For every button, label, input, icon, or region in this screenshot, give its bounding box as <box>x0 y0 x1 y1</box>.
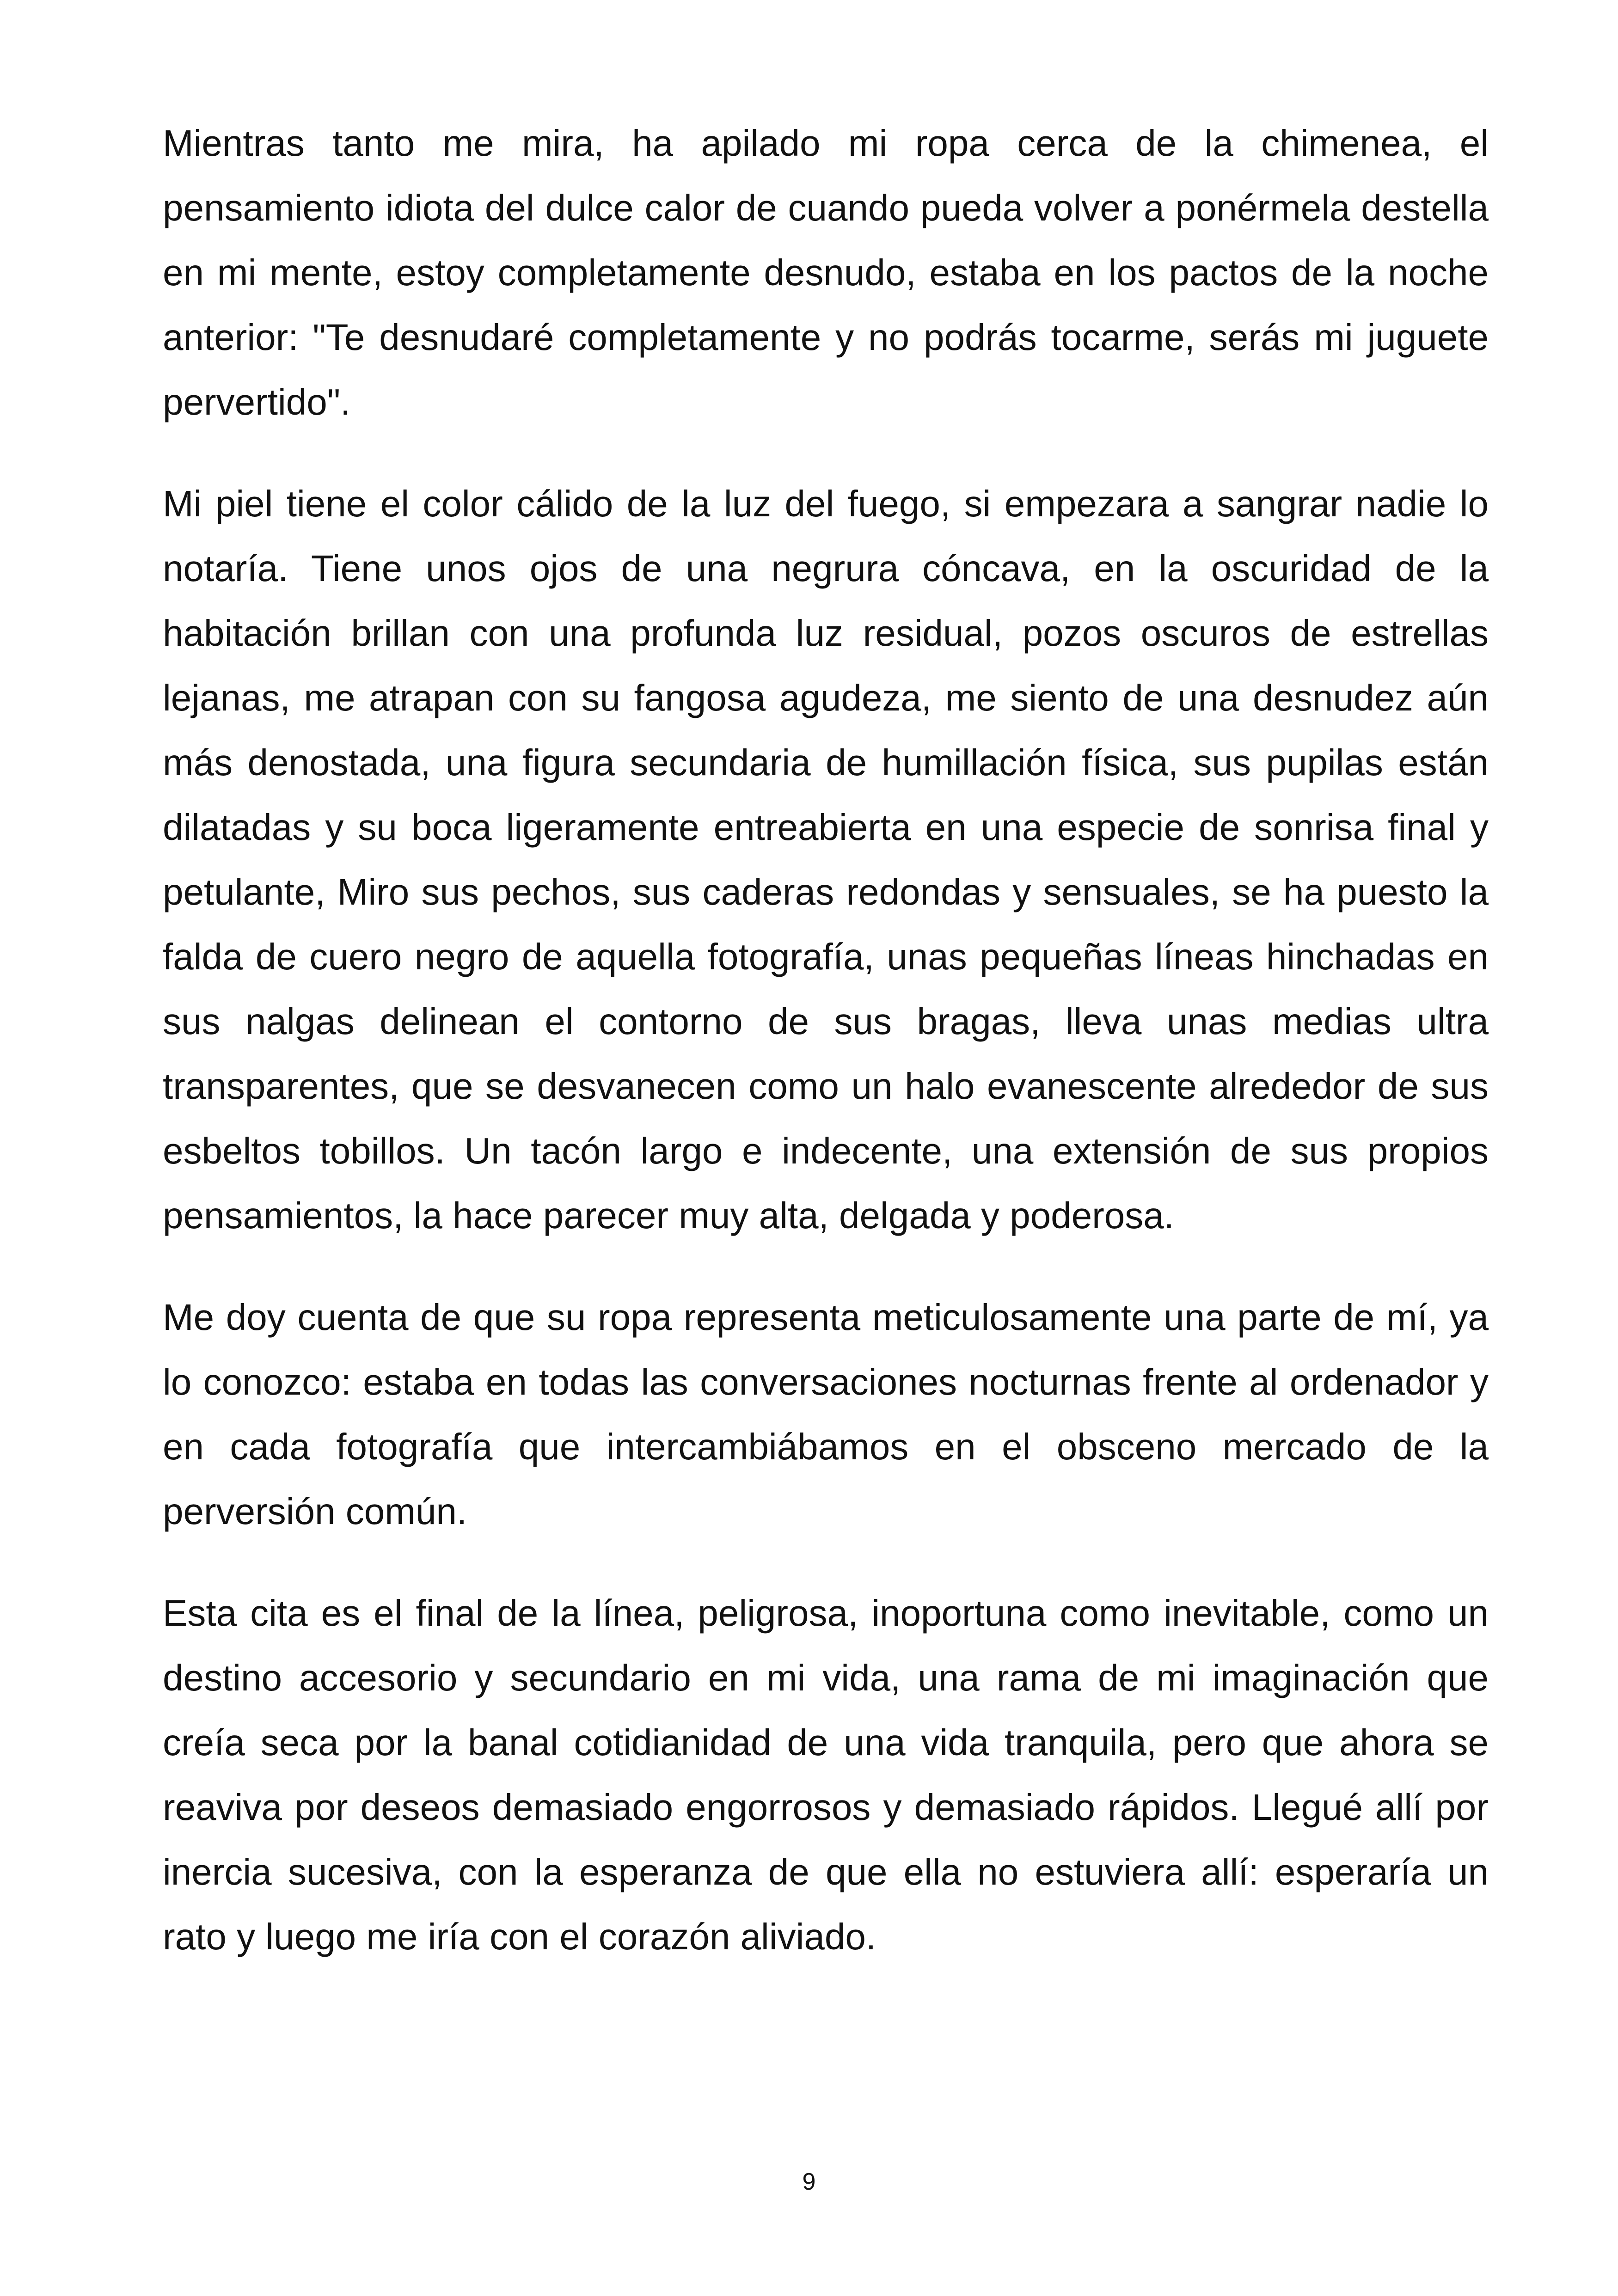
paragraph-3: Me doy cuenta de que su ropa representa meticulosamente una parte de mí, ya lo conozco: estaba en todas las conversaciones nocturnas frente al ordenador y en cada fotografía que intercambiábamos en el obsceno mercado de la perversión común. <box>163 1297 1489 1532</box>
body-text <box>163 111 1489 1969</box>
paragraph-4: Esta cita es el final de la línea, peligrosa, inoportuna como inevitable, como un destino accesorio y secundario en mi vida, una rama de mi imaginación que creía seca por la banal cotidianidad de una vida tranquila, pero que ahora se reaviva por deseos demasiado engorrosos y demasiado rápidos. Llegué allí por inercia sucesiva, con la esperanza de que ella no estuviera allí: esperaría un rato y luego me iría con el corazón aliviado. <box>163 1592 1489 1957</box>
paragraph-1: Mientras tanto me mira, ha apilado mi ropa cerca de la chimenea, el pensamiento idiota del dulce calor de cuando pueda volver a ponérmela destella en mi mente, estoy completamente desnudo, estaba en los pactos de la noche anterior: "Te desnudaré completamente y no podrás tocarme, serás mi juguete pervertido". <box>163 122 1489 422</box>
paragraph-2: Mi piel tiene el color cálido de la luz del fuego, si empezara a sangrar nadie lo notaría. Tiene unos ojos de una negrura cóncava, en la oscuridad de la habitación brillan con una profunda luz residual, pozos oscuros de estrellas lejanas, me atrapan con su fangosa agudeza, me siento de una desnudez aún más denostada, una figura secundaria de humillación física, sus pupilas están dilatadas y su boca ligeramente entreabierta en una especie de sonrisa final y petulante, Miro sus pechos, sus caderas redondas y sensuales, se ha puesto la falda de cuero negro de aquella fotografía, unas pequeñas líneas hinchadas en sus nalgas delinean el contorno de sus bragas, lleva unas medias ultra transparentes, que se desvanecen como un halo evanescente alrededor de sus esbeltos tobillos. Un tacón largo e indecente, una extensión de sus propios pensamientos, la hace parecer muy alta, delgada y poderosa. <box>163 483 1489 1236</box>
page-number: 9 <box>802 2168 816 2195</box>
